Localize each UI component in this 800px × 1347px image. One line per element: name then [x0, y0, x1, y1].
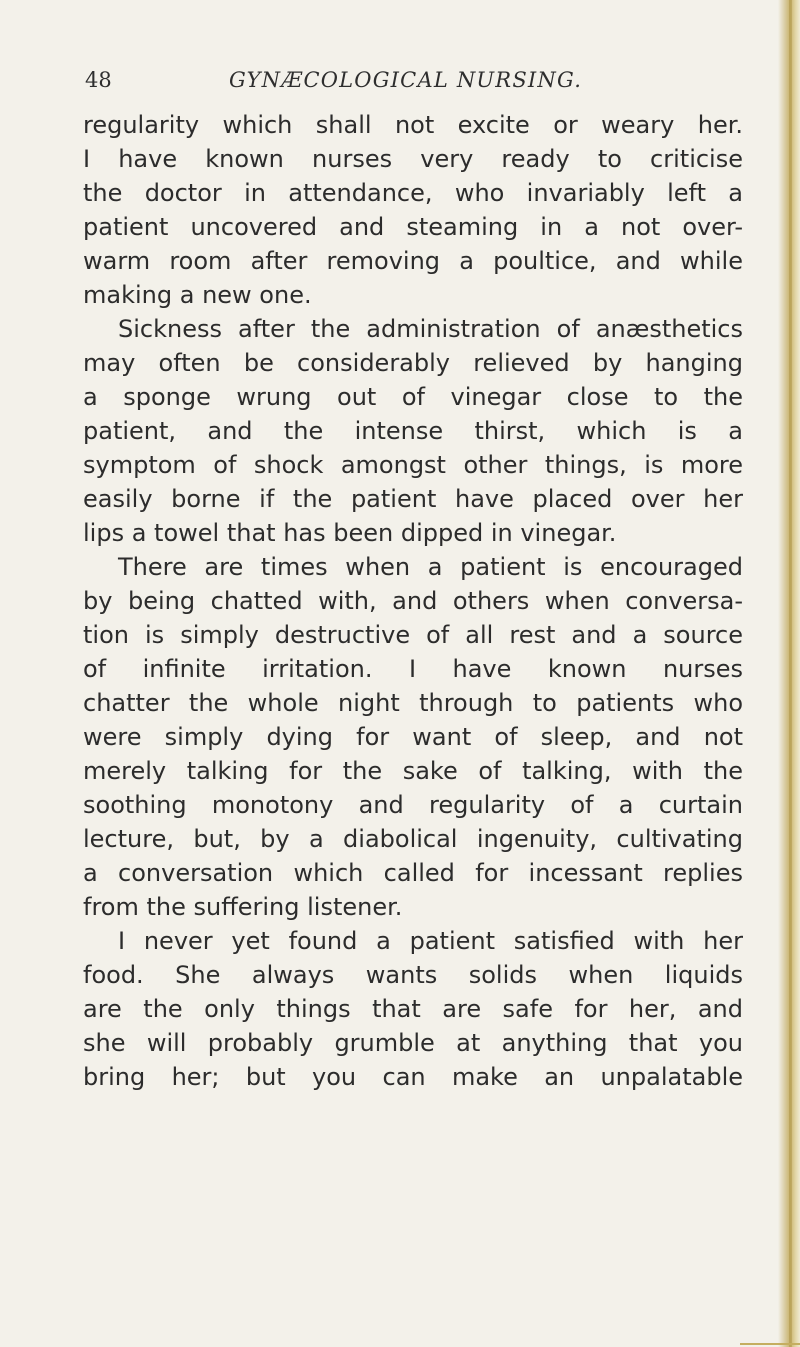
- text-line: I have known nurses very ready to criticise: [83, 145, 743, 173]
- body-text: [83, 108, 743, 1094]
- text-line: of infinite irritation. I have known nurses: [83, 655, 743, 683]
- text-line: easily borne if the patient have placed over her: [83, 485, 743, 513]
- text-line: Sickness after the administration of anæsthetics: [118, 315, 743, 343]
- text-line: a sponge wrung out of vinegar close to the: [83, 383, 743, 411]
- text-line: There are times when a patient is encouraged: [118, 553, 743, 581]
- text-line: symptom of shock amongst other things, is more: [83, 451, 743, 479]
- text-line: lecture, but, by a diabolical ingenuity, cultivating: [83, 825, 743, 853]
- text-line: patient uncovered and steaming in a not over-: [83, 213, 743, 241]
- text-line: she will probably grumble at anything that you: [83, 1029, 743, 1057]
- text-line: regularity which shall not excite or weary her.: [83, 111, 743, 139]
- text-line: tion is simply destructive of all rest and a source: [83, 621, 743, 649]
- page-number: 48: [85, 68, 112, 92]
- text-line: were simply dying for want of sleep, and not: [83, 723, 743, 751]
- text-line: making a new one.: [83, 281, 312, 309]
- running-title: GYNÆCOLOGICAL NURSING.: [229, 68, 583, 92]
- text-line: a conversation which called for incessant replies: [83, 859, 743, 887]
- text-line: the doctor in attendance, who invariably left a: [83, 179, 743, 207]
- running-header: [85, 62, 725, 102]
- text-line: may often be considerably relieved by hanging: [83, 349, 743, 377]
- text-line: chatter the whole night through to patients who: [83, 689, 743, 717]
- text-line: merely talking for the sake of talking, with the: [83, 757, 743, 785]
- page-edge-line: [789, 0, 792, 1347]
- text-line: soothing monotony and regularity of a curtain: [83, 791, 743, 819]
- text-line: bring her; but you can make an unpalatable: [83, 1063, 743, 1091]
- text-line: lips a towel that has been dipped in vinegar.: [83, 519, 617, 547]
- text-line: warm room after removing a poultice, and while: [83, 247, 743, 275]
- text-line: I never yet found a patient satisfied with her: [118, 927, 743, 955]
- text-line: are the only things that are safe for her, and: [83, 995, 743, 1023]
- text-line: by being chatted with, and others when conversa-: [83, 587, 743, 615]
- text-line: from the suffering listener.: [83, 893, 403, 921]
- page-corner-line: [740, 1343, 800, 1345]
- text-line: patient, and the intense thirst, which is a: [83, 417, 743, 445]
- text-line: food. She always wants solids when liquids: [83, 961, 743, 989]
